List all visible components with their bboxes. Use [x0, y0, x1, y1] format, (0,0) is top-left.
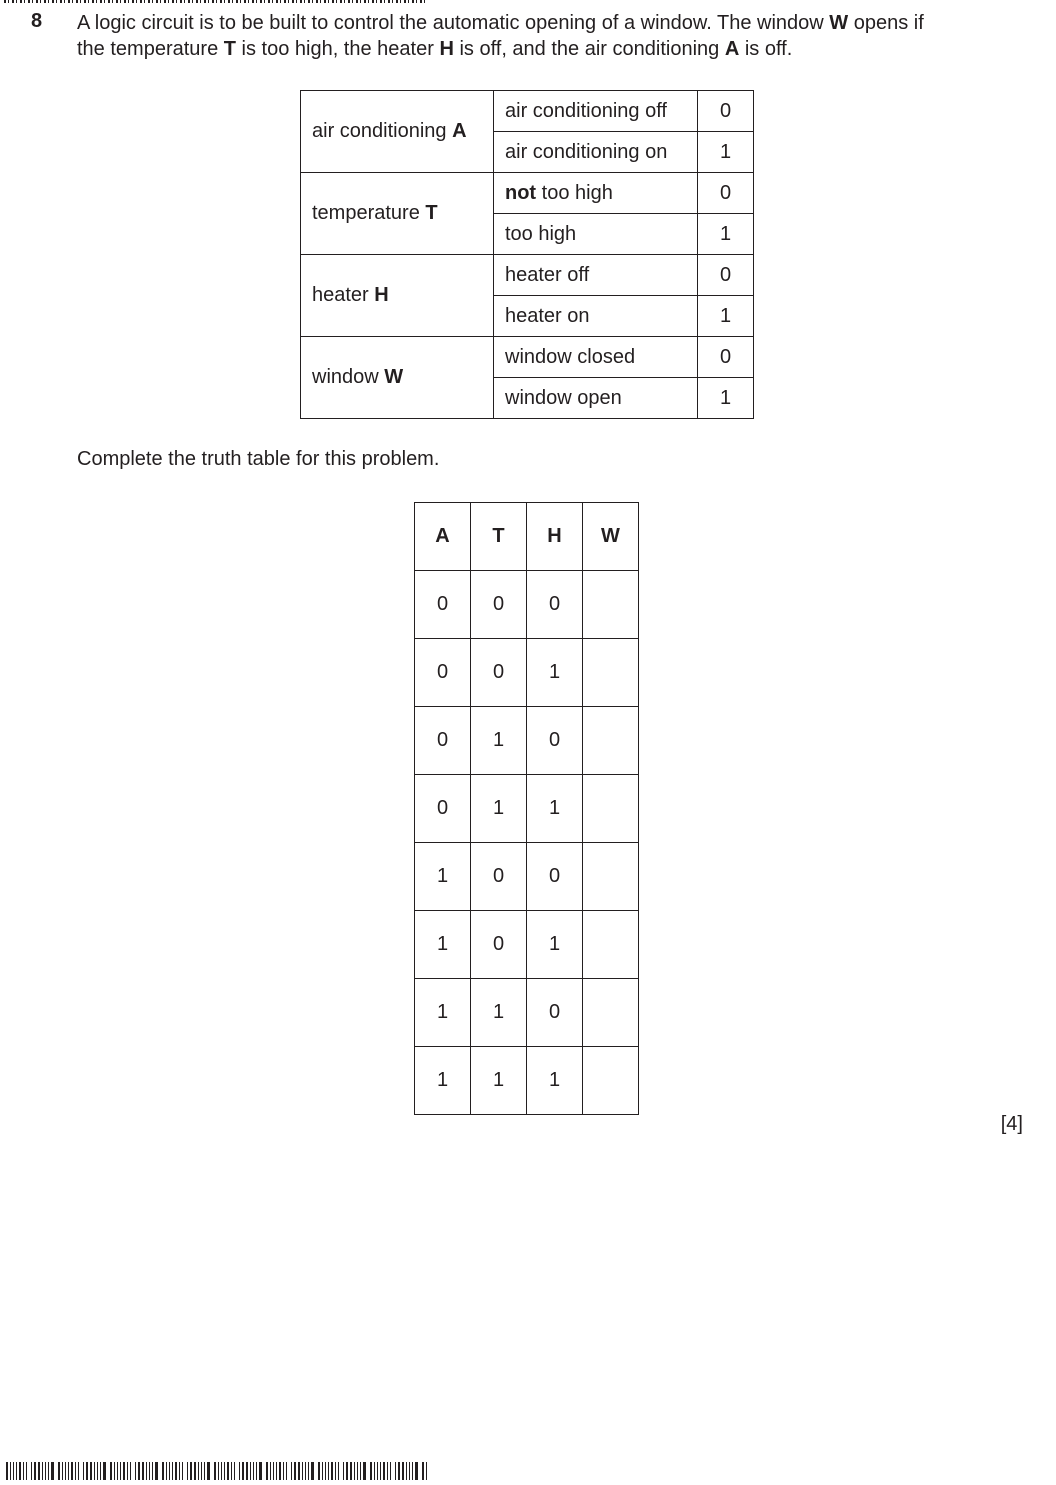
question-text-span: the temperature — [77, 38, 224, 60]
barcode-bar — [103, 1462, 106, 1480]
barcode-bar — [23, 1462, 24, 1480]
key-variable-cell — [301, 255, 494, 337]
question-text-span: is off, and the air conditioning — [453, 38, 725, 60]
barcode-bar — [149, 1462, 150, 1480]
barcode-bar — [152, 1462, 153, 1480]
barcode-bar — [259, 1462, 262, 1480]
truth-table-header-h: H — [527, 503, 583, 571]
barcode-bar — [218, 1462, 219, 1480]
key-state-text: window open — [505, 386, 622, 409]
barcode-bar — [62, 1462, 63, 1480]
barcode-bar — [283, 1462, 284, 1480]
key-state-text: too high — [505, 222, 577, 245]
barcode-bar — [31, 1462, 32, 1480]
barcode-bar — [221, 1462, 222, 1480]
barcode-bar — [350, 1462, 352, 1480]
question-text-span: is off. — [739, 38, 793, 60]
barcode-bar — [380, 1462, 381, 1480]
barcode-bar — [354, 1462, 355, 1480]
variable-t: T — [223, 38, 236, 60]
barcode-bar — [179, 1462, 180, 1480]
barcode-bar — [117, 1462, 118, 1480]
truth-table-cell: 0 — [471, 911, 527, 979]
barcode-bar — [68, 1462, 69, 1480]
barcode-bar — [97, 1462, 98, 1480]
barcode-bar — [250, 1462, 251, 1480]
barcode-bar — [135, 1462, 136, 1480]
truth-table-cell: 0 — [527, 979, 583, 1047]
truth-table-answer-cell[interactable] — [583, 1047, 639, 1115]
truth-table-row — [415, 775, 639, 843]
truth-table-answer-cell[interactable] — [583, 775, 639, 843]
key-state-text: too high — [536, 181, 613, 204]
barcode-bar — [298, 1462, 300, 1480]
barcode-bar — [190, 1462, 192, 1480]
variable-a: A — [724, 38, 740, 60]
key-variable-letter: T — [425, 202, 438, 224]
truth-table-cell: 1 — [471, 707, 527, 775]
barcode-bar — [198, 1462, 199, 1480]
key-state-cell — [494, 91, 698, 132]
barcode-bar — [214, 1462, 216, 1480]
variable-w: W — [829, 12, 849, 34]
barcode-bar — [360, 1462, 361, 1480]
barcode-bar — [338, 1462, 339, 1480]
key-state-value: 0 — [698, 173, 754, 214]
barcode-bar — [346, 1462, 348, 1480]
barcode-bar — [415, 1462, 418, 1480]
key-state-text: heater off — [505, 263, 590, 286]
truth-table-cell: 1 — [415, 911, 471, 979]
key-state-cell — [494, 255, 698, 296]
key-state-value: 0 — [698, 255, 754, 296]
barcode-bar — [130, 1462, 131, 1480]
key-variable-label: heater — [312, 284, 375, 306]
barcode-bar — [187, 1462, 188, 1480]
variable-key-table — [300, 90, 754, 419]
variable-h: H — [439, 38, 454, 60]
key-state-value: 0 — [698, 91, 754, 132]
barcode-bar — [10, 1462, 11, 1480]
key-variable-label: air conditioning — [312, 120, 453, 142]
barcode-bar — [142, 1462, 144, 1480]
barcode-bar — [294, 1462, 296, 1480]
truth-table-cell: 0 — [415, 707, 471, 775]
truth-table-cell: 0 — [471, 571, 527, 639]
key-variable-letter: W — [384, 366, 404, 388]
question-text-span: is too high, the heater — [235, 38, 440, 60]
top-edge-barcode — [4, 0, 428, 3]
key-state-cell — [494, 132, 698, 173]
barcode-bar — [279, 1462, 281, 1480]
barcode-bar — [374, 1462, 375, 1480]
key-variable-label: temperature — [312, 202, 426, 224]
truth-table-answer-cell[interactable] — [583, 639, 639, 707]
barcode-bar — [16, 1462, 17, 1480]
barcode-bar — [48, 1462, 49, 1480]
truth-table-cell: 1 — [471, 1047, 527, 1115]
barcode-bar — [322, 1462, 323, 1480]
truth-table-cell: 1 — [527, 1047, 583, 1115]
barcode-bar — [127, 1462, 128, 1480]
barcode-bar — [325, 1462, 326, 1480]
truth-table-cell: 1 — [415, 843, 471, 911]
barcode-bar — [38, 1462, 40, 1480]
barcode-bar — [308, 1462, 309, 1480]
barcode-bar — [201, 1462, 202, 1480]
barcode-bar — [58, 1462, 60, 1480]
barcode-bar — [123, 1462, 125, 1480]
barcode-bar — [328, 1462, 329, 1480]
truth-table-cell: 1 — [527, 639, 583, 707]
barcode-bar — [94, 1462, 95, 1480]
barcode-bar — [318, 1462, 320, 1480]
barcode-bar — [286, 1462, 287, 1480]
barcode-bar — [276, 1462, 277, 1480]
barcode-bar — [239, 1462, 240, 1480]
truth-table-cell: 0 — [527, 843, 583, 911]
barcode-bar — [34, 1462, 36, 1480]
key-variable-cell — [301, 91, 494, 173]
barcode-bar — [390, 1462, 391, 1480]
key-state-emphasis: not — [505, 181, 537, 204]
barcode-bar — [426, 1462, 427, 1480]
barcode-bar — [207, 1462, 210, 1480]
truth-table-cell: 0 — [527, 707, 583, 775]
truth-table-cell: 1 — [471, 775, 527, 843]
key-state-value: 1 — [698, 296, 754, 337]
barcode-bar — [120, 1462, 121, 1480]
barcode-bar — [166, 1462, 167, 1480]
barcode-bar — [100, 1462, 101, 1480]
barcode-bar — [377, 1462, 378, 1480]
truth-table-row — [415, 1047, 639, 1115]
barcode-bar — [194, 1462, 196, 1480]
barcode-bar — [383, 1462, 385, 1480]
barcode-bar — [398, 1462, 400, 1480]
barcode-bar — [311, 1462, 314, 1480]
key-state-cell — [494, 173, 698, 214]
barcode-bar — [256, 1462, 257, 1480]
barcode-bar — [13, 1462, 14, 1480]
barcode-bar — [83, 1462, 84, 1480]
barcode-bar — [422, 1462, 424, 1480]
barcode-bar — [78, 1462, 79, 1480]
truth-table — [414, 502, 639, 1115]
key-variable-cell — [301, 337, 494, 419]
barcode-bar — [6, 1462, 8, 1480]
instruction-text: Complete the truth table for this problem. — [77, 448, 440, 470]
barcode-bar — [246, 1462, 248, 1480]
truth-table-header-row — [415, 503, 639, 571]
barcode-bar — [409, 1462, 410, 1480]
barcode-bar — [182, 1462, 183, 1480]
barcode-bar — [227, 1462, 229, 1480]
barcode — [6, 1462, 430, 1480]
barcode-bar — [402, 1462, 404, 1480]
truth-table-cell: 1 — [415, 979, 471, 1047]
question-text — [77, 10, 1029, 62]
barcode-bar — [253, 1462, 254, 1480]
barcode-bar — [86, 1462, 88, 1480]
truth-table-cell: 0 — [415, 775, 471, 843]
key-table-row — [301, 91, 754, 132]
truth-table-cell: 0 — [471, 639, 527, 707]
barcode-bar — [175, 1462, 177, 1480]
truth-table-row — [415, 639, 639, 707]
key-variable-cell — [301, 173, 494, 255]
barcode-bar — [231, 1462, 232, 1480]
truth-table-cell: 0 — [415, 639, 471, 707]
barcode-bar — [305, 1462, 306, 1480]
truth-table-cell: 1 — [527, 775, 583, 843]
barcode-bar — [114, 1462, 115, 1480]
key-state-cell — [494, 296, 698, 337]
truth-table-answer-cell[interactable] — [583, 707, 639, 775]
key-variable-letter: A — [452, 120, 467, 142]
barcode-bar — [172, 1462, 173, 1480]
barcode-bar — [138, 1462, 140, 1480]
barcode-bar — [343, 1462, 344, 1480]
key-state-value: 0 — [698, 337, 754, 378]
barcode-bar — [363, 1462, 366, 1480]
barcode-bar — [270, 1462, 271, 1480]
key-table-row — [301, 255, 754, 296]
key-state-value: 1 — [698, 132, 754, 173]
barcode-bar — [75, 1462, 76, 1480]
marks-allocation: [4] — [1000, 1113, 1023, 1135]
barcode-bar — [335, 1462, 336, 1480]
barcode-bar — [266, 1462, 268, 1480]
truth-table-cell: 0 — [527, 571, 583, 639]
truth-table-cell: 1 — [415, 1047, 471, 1115]
truth-table-answer-cell[interactable] — [583, 979, 639, 1047]
barcode-bar — [169, 1462, 170, 1480]
key-table-row — [301, 173, 754, 214]
barcode-bar — [155, 1462, 158, 1480]
key-variable-letter: H — [374, 284, 389, 306]
truth-table-row — [415, 979, 639, 1047]
barcode-bar — [110, 1462, 112, 1480]
barcode-bar — [331, 1462, 333, 1480]
truth-table-answer-cell[interactable] — [583, 843, 639, 911]
truth-table-answer-cell[interactable] — [583, 571, 639, 639]
truth-table-cell: 0 — [471, 843, 527, 911]
barcode-bar — [204, 1462, 205, 1480]
barcode-bar — [387, 1462, 388, 1480]
key-state-cell — [494, 214, 698, 255]
truth-table-answer-cell[interactable] — [583, 911, 639, 979]
barcode-bar — [412, 1462, 413, 1480]
key-state-text: air conditioning on — [505, 140, 668, 163]
question-text-span: A logic circuit is to be built to control the automatic opening of a window. The window — [77, 12, 830, 34]
key-state-value: 1 — [698, 378, 754, 419]
truth-table-cell: 1 — [471, 979, 527, 1047]
barcode-bar — [45, 1462, 46, 1480]
barcode-bar — [90, 1462, 92, 1480]
barcode-bar — [242, 1462, 244, 1480]
key-state-text: window closed — [505, 345, 636, 368]
barcode-bar — [26, 1462, 27, 1480]
question-text-span: opens if — [848, 12, 924, 34]
key-state-cell — [494, 337, 698, 378]
key-variable-label: window — [312, 366, 385, 388]
truth-table-row — [415, 843, 639, 911]
key-state-text: heater on — [505, 304, 590, 327]
barcode-bar — [302, 1462, 303, 1480]
key-state-text: air conditioning off — [505, 99, 667, 122]
barcode-bar — [234, 1462, 235, 1480]
truth-table-cell: 1 — [527, 911, 583, 979]
key-state-value: 1 — [698, 214, 754, 255]
barcode-bar — [71, 1462, 73, 1480]
barcode-bar — [42, 1462, 43, 1480]
key-state-cell — [494, 378, 698, 419]
barcode-bar — [19, 1462, 21, 1480]
barcode-bar — [146, 1462, 147, 1480]
barcode-bar — [51, 1462, 54, 1480]
question-line-1 — [77, 10, 1029, 36]
truth-table-header-a: A — [415, 503, 471, 571]
barcode-bar — [291, 1462, 292, 1480]
barcode-bar — [162, 1462, 164, 1480]
barcode-bar — [224, 1462, 225, 1480]
truth-table-cell: 0 — [415, 571, 471, 639]
barcode-bar — [370, 1462, 372, 1480]
truth-table-row — [415, 707, 639, 775]
barcode-bar — [406, 1462, 407, 1480]
truth-table-header-t: T — [471, 503, 527, 571]
truth-table-header-w: W — [583, 503, 639, 571]
barcode-bar — [65, 1462, 66, 1480]
barcode-bar — [357, 1462, 358, 1480]
question-number: 8 — [31, 10, 43, 32]
question-line-2 — [77, 36, 1029, 62]
truth-table-row — [415, 571, 639, 639]
truth-table-row — [415, 911, 639, 979]
barcode-bar — [273, 1462, 274, 1480]
barcode-bar — [395, 1462, 396, 1480]
key-table-row — [301, 337, 754, 378]
